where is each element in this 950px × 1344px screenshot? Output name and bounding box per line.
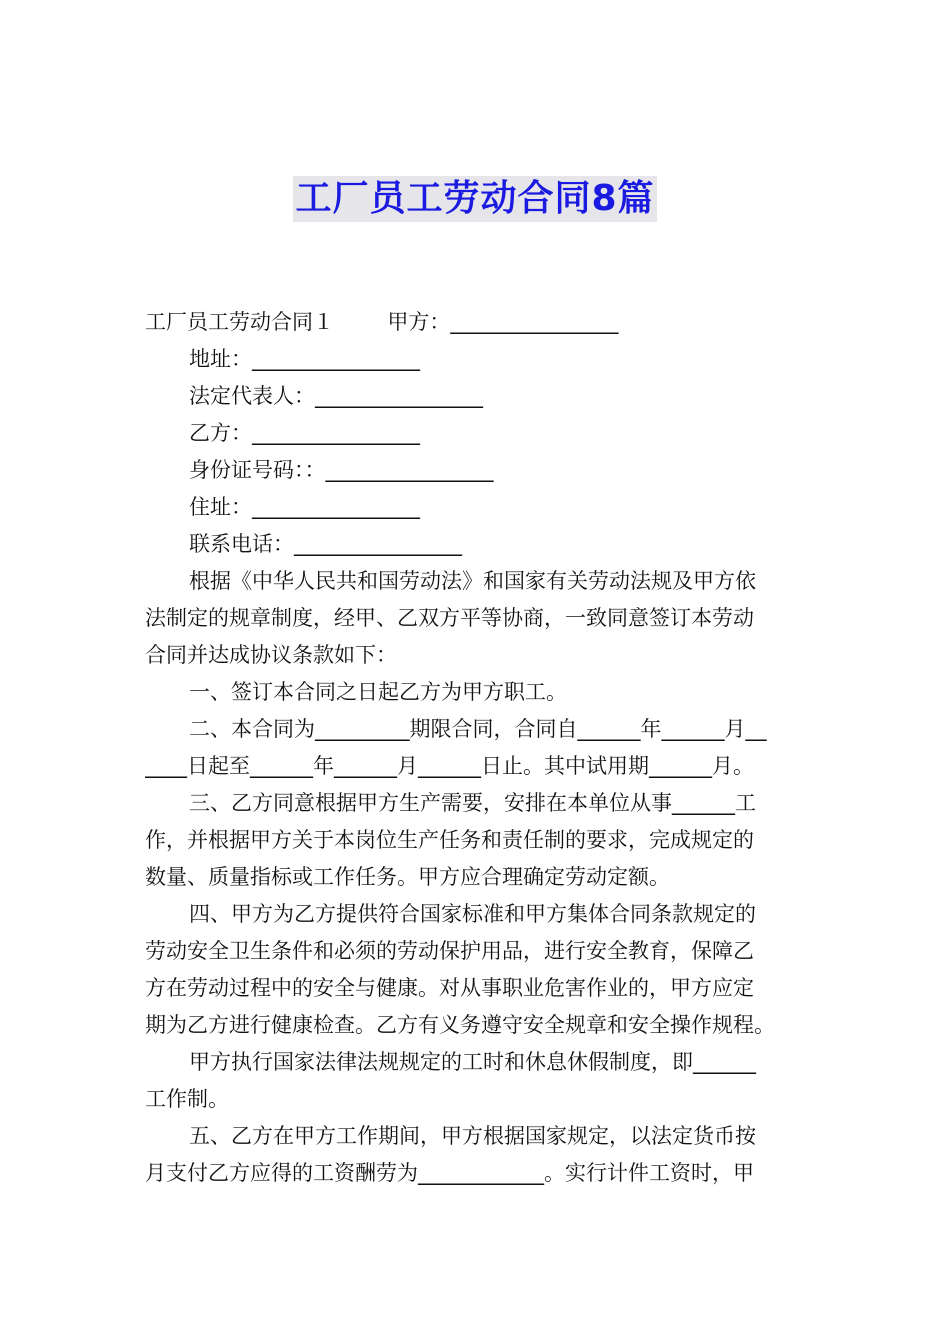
header-line-second-party: 乙方：________________ (189, 421, 420, 445)
body-line: 法制定的规章制度，经甲、乙双方平等协商，一致同意签订本劳动 (145, 606, 754, 630)
body-line: 甲方执行国家法律法规规定的工时和休息休假制度，即______ (189, 1050, 756, 1074)
body-line: 根据《中华人民共和国劳动法》和国家有关劳动法规及甲方依 (189, 569, 756, 593)
body-line: 合同并达成协议条款如下： (145, 643, 397, 667)
body-line: ____日起至______年______月______日止。其中试用期______月。 (145, 754, 754, 778)
header-line-address: 地址：________________ (189, 347, 420, 371)
header-line-legal-rep: 法定代表人：________________ (189, 384, 483, 408)
body-line: 作，并根据甲方关于本岗位生产任务和责任制的要求，完成规定的 (145, 828, 754, 852)
body-line: 五、乙方在甲方工作期间，甲方根据国家规定，以法定货币按 (189, 1124, 756, 1148)
header-line-residence: 住址：________________ (189, 495, 420, 519)
body-line: 二、本合同为_________期限合同，合同自______年______月__ (189, 717, 767, 741)
document-body (145, 304, 807, 1192)
body-line: 方在劳动过程中的安全与健康。对从事职业危害作业的，甲方应定 (145, 976, 754, 1000)
title-container (0, 176, 950, 222)
document-title: 工厂员工劳动合同8篇 (293, 176, 656, 222)
header-line-first-party: 工厂员工劳动合同１ 甲方：________________ (145, 310, 619, 334)
body-line: 三、乙方同意根据甲方生产需要，安排在本单位从事______工 (189, 791, 756, 815)
body-line: 数量、质量指标或工作任务。甲方应合理确定劳动定额。 (145, 865, 670, 889)
body-line: 一、签订本合同之日起乙方为甲方职工。 (189, 680, 567, 704)
body-line: 工作制。 (145, 1087, 229, 1111)
body-line: 月支付乙方应得的工资酬劳为____________。实行计件工资时，甲 (145, 1161, 754, 1185)
body-line: 期为乙方进行健康检查。乙方有义务遵守安全规章和安全操作规程。 (145, 1013, 775, 1037)
header-line-id-number: 身份证号码：：________________ (189, 458, 494, 482)
header-line-phone: 联系电话：________________ (189, 532, 462, 556)
body-line: 劳动安全卫生条件和必须的劳动保护用品，进行安全教育，保障乙 (145, 939, 754, 963)
body-line: 四、甲方为乙方提供符合国家标准和甲方集体合同条款规定的 (189, 902, 756, 926)
